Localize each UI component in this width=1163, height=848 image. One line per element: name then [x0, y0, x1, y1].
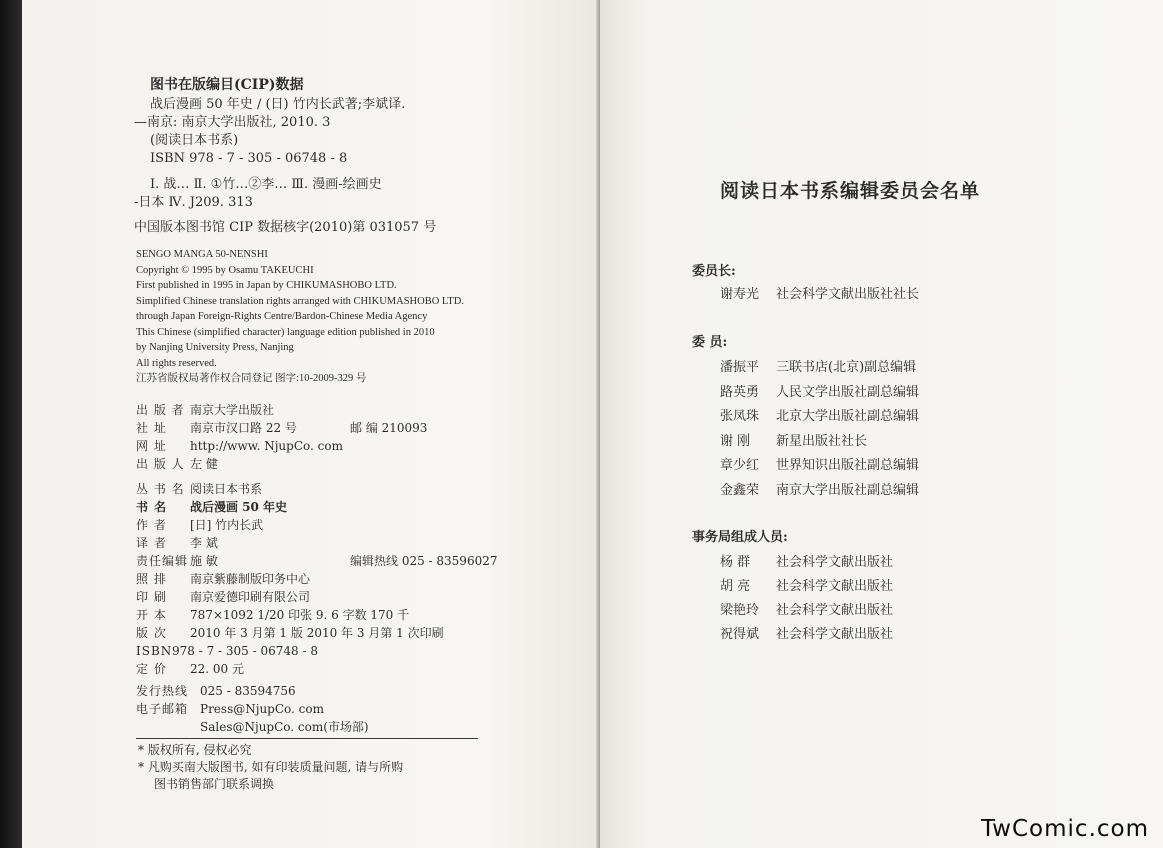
- member-role: 新星出版社社长: [776, 433, 868, 449]
- member-role: 社会科学文献出版社: [776, 555, 894, 570]
- info-value: http://www. NjupCo. com: [190, 439, 343, 453]
- list-item: [720, 599, 893, 623]
- cip-isbn: ISBN 978 - 7 - 305 - 06748 - 8: [150, 151, 348, 166]
- info-key: 作 者: [136, 518, 167, 532]
- publisher-info: [136, 401, 427, 473]
- chair-list: [720, 283, 919, 302]
- info-key: 印 刷: [136, 590, 167, 604]
- info-row: [136, 437, 427, 455]
- member-role: 世界知识出版社副总编辑: [776, 458, 920, 473]
- book-edge: [0, 0, 22, 848]
- rights-line: This Chinese (simplified character) language edition published in 2010: [136, 326, 435, 338]
- rights-line: through Japan Foreign-Rights Centre/Bardon-Chinese Media Agency: [136, 311, 428, 322]
- info-value: Press@NjupCo. com: [200, 702, 325, 716]
- member-name: 祝得斌: [720, 627, 760, 642]
- info-extra: 编辑热线 025 - 83596027: [350, 554, 498, 568]
- members-list: [720, 356, 919, 503]
- cip-classification: -日本 Ⅳ. J209. 313: [134, 195, 253, 210]
- info-value: 阅读日本书系: [190, 482, 263, 496]
- committee-page: [600, 0, 1163, 848]
- member-role: 人民文学出版社副总编辑: [776, 384, 920, 400]
- chair-label: 委员长:: [692, 264, 736, 279]
- list-item: [720, 575, 893, 599]
- list-item: [720, 283, 919, 302]
- info-row: [136, 624, 497, 642]
- info-key: 丛 书 名: [136, 482, 185, 496]
- info-key: 发行热线: [136, 684, 189, 698]
- info-row: [136, 700, 369, 718]
- member-role: 社会科学文献出版社: [776, 603, 894, 618]
- info-value: 978 - 7 - 305 - 06748 - 8: [172, 644, 318, 658]
- info-row: [136, 419, 427, 437]
- info-row: [136, 455, 427, 473]
- info-row: [136, 642, 497, 660]
- member-role: 三联书店(北京)副总编辑: [776, 360, 917, 375]
- note-line: * 凡购买南大版图书, 如有印装质量问题, 请与所购: [138, 760, 404, 774]
- info-value: 南京爱德印刷有限公司: [190, 590, 311, 604]
- member-name: 谢 刚: [720, 433, 751, 449]
- member-name: 胡 亮: [720, 579, 751, 594]
- info-key: 责任编辑: [136, 554, 189, 568]
- note-line: * 版权所有, 侵权必究: [138, 743, 252, 757]
- info-key: 版 次: [136, 626, 167, 640]
- info-extra: 邮 编 210093: [350, 421, 428, 435]
- info-row: [136, 588, 497, 606]
- info-key: 社 址: [136, 421, 167, 435]
- member-name: 金鑫荣: [720, 482, 760, 498]
- info-row: [136, 534, 497, 552]
- member-name: 章少红: [720, 458, 760, 473]
- info-value: 2010 年 3 月第 1 版 2010 年 3 月第 1 次印刷: [190, 626, 444, 640]
- note-line: 图书销售部门联系调换: [154, 777, 275, 791]
- info-key: 出 版 人: [136, 457, 185, 471]
- office-list: [720, 551, 893, 647]
- info-row: [136, 480, 497, 498]
- member-role: 社会科学文献出版社社长: [776, 287, 920, 302]
- info-key: 开 本: [136, 608, 167, 622]
- cip-title: 图书在版编目(CIP)数据: [150, 77, 304, 93]
- cip-line: —南京: 南京大学出版社, 2010. 3: [134, 115, 331, 130]
- divider: [136, 738, 478, 739]
- info-row: [136, 682, 369, 700]
- info-key: 译 者: [136, 536, 167, 550]
- english-rights-block: [136, 247, 464, 387]
- info-value: 南京紫藤制版印务中心: [190, 572, 311, 586]
- member-name: 潘振平: [720, 360, 760, 375]
- member-name: 路英勇: [720, 384, 760, 400]
- member-role: 社会科学文献出版社: [776, 579, 894, 594]
- cip-line: (阅读日本书系): [150, 133, 239, 148]
- list-item: [720, 356, 919, 381]
- rights-line: Copyright © 1995 by Osamu TAKEUCHI: [136, 264, 314, 276]
- site-watermark: TwComic.com: [980, 816, 1149, 842]
- info-value: 左 健: [190, 457, 218, 471]
- contact-info: [136, 682, 369, 736]
- info-value: [日] 竹内长武: [190, 518, 264, 532]
- list-item: [720, 381, 919, 406]
- list-item: [720, 454, 919, 479]
- info-key: 定 价: [136, 662, 167, 676]
- info-value: 22. 00 元: [190, 662, 244, 676]
- list-item: [720, 551, 893, 575]
- notes: [138, 742, 403, 793]
- info-value: 025 - 83594756: [200, 684, 296, 698]
- info-row: [136, 516, 497, 534]
- info-value: 南京大学出版社: [190, 403, 275, 417]
- member-role: 社会科学文献出版社: [776, 627, 894, 642]
- rights-line: SENGO MANGA 50-NENSHI: [136, 249, 268, 260]
- cip-record-number: 中国版本图书馆 CIP 数据核字(2010)第 031057 号: [134, 220, 437, 235]
- member-name: 谢寿光: [720, 287, 760, 302]
- rights-line: All rights reserved.: [136, 357, 217, 369]
- members-label: 委 员:: [692, 335, 728, 350]
- info-value: Sales@NjupCo. com(市场部): [200, 720, 369, 734]
- info-row: [136, 552, 497, 570]
- info-key: 书 名: [136, 500, 168, 514]
- info-row: [136, 498, 497, 516]
- info-row: [136, 401, 427, 419]
- member-name: 梁艳玲: [720, 603, 760, 618]
- rights-line: Simplified Chinese translation rights arranged with CHIKUMASHOBO LTD.: [136, 295, 464, 307]
- info-key: 电子邮箱: [136, 702, 189, 716]
- info-value: 南京市汉口路 22 号: [190, 421, 297, 435]
- copyright-page: [22, 0, 600, 848]
- member-name: 张凤珠: [720, 409, 760, 424]
- info-value: 787×1092 1/20 印张 9. 6 字数 170 千: [190, 608, 410, 622]
- info-value: 李 斌: [190, 536, 218, 550]
- rights-line: 江苏省版权局著作权合同登记 图字:10-2009-329 号: [136, 373, 367, 384]
- info-key: 照 排: [136, 572, 167, 586]
- list-item: [720, 405, 919, 430]
- info-value: 施 敏: [190, 554, 218, 568]
- info-row: [136, 660, 497, 678]
- book-info: [136, 480, 497, 678]
- info-key: 出 版 者: [136, 403, 185, 417]
- list-item: [720, 430, 919, 455]
- info-key: [136, 718, 200, 736]
- member-role: 南京大学出版社副总编辑: [776, 482, 920, 498]
- rights-line: First published in 1995 in Japan by CHIKUMASHOBO LTD.: [136, 280, 397, 291]
- office-label: 事务局组成人员:: [692, 530, 788, 545]
- list-item: [720, 479, 919, 504]
- info-key: ISBN: [136, 644, 173, 658]
- committee-title: 阅读日本书系编辑委员会名单: [720, 180, 981, 202]
- rights-line: by Nanjing University Press, Nanjing: [136, 342, 294, 353]
- cip-line: 战后漫画 50 年史 / (日) 竹内长武著;李斌译.: [150, 97, 406, 112]
- list-item: [720, 623, 893, 647]
- info-row: [136, 570, 497, 588]
- info-key: 网 址: [136, 439, 167, 453]
- member-name: 杨 群: [720, 555, 751, 570]
- info-row: [136, 718, 369, 736]
- info-value: 战后漫画 50 年史: [190, 500, 288, 514]
- member-role: 北京大学出版社副总编辑: [776, 409, 920, 424]
- cip-classification: Ⅰ. 战… Ⅱ. ①竹…②李… Ⅲ. 漫画-绘画史: [150, 177, 382, 192]
- info-row: [136, 606, 497, 624]
